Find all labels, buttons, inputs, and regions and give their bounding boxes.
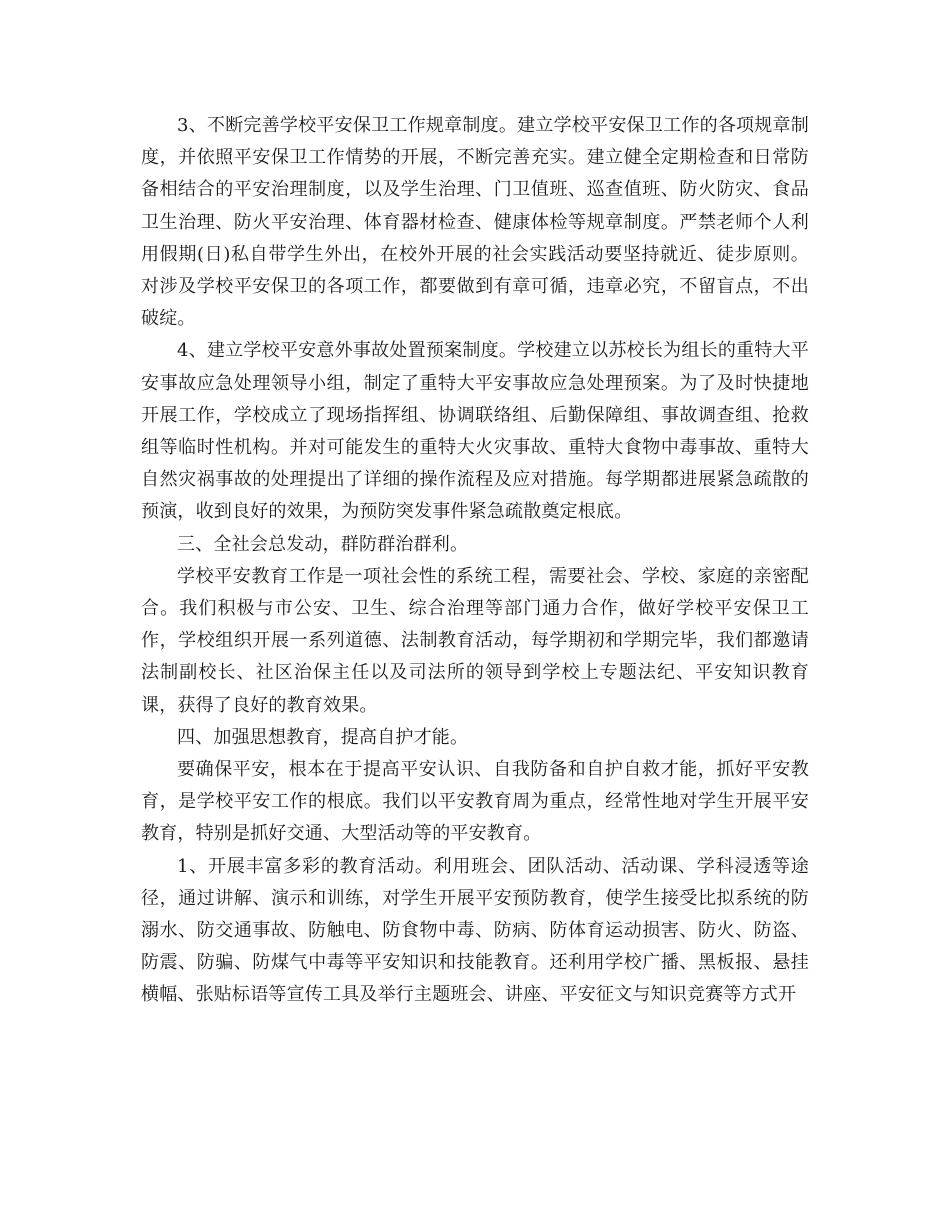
paragraph-emergency-plan: 4、建立学校平安意外事故处置预案制度。学校建立以苏校长为组长的重特大平安事故应急处理领导小组，制定了重特大平安事故应急处理预案。为了及时快捷地开展工作，学校成立了现场指挥组、协调联络组、后勤保障组、事故调查组、抢救组等临时性机构。并对可能发生的重特大火灾事故、重特大食物中毒事故、重特大自然灾祸事故的处理提出了详细的操作流程及应对措施。每学期都进展紧急疏散的预演，收到良好的效果，为预防突发事件紧急疏散奠定根底。 (141, 340, 809, 523)
section-heading-3: 三、全社会总发动，群防群治群利。 (177, 533, 469, 555)
paragraph-social-cooperation: 学校平安教育工作是一项社会性的系统工程，需要社会、学校、家庭的亲密配合。我们积极与市公安、卫生、综合治理等部门通力合作，做好学校平安保卫工作，学校组织开展一系列道德、法制教育活动，每学期初和学期完毕，我们都邀请法制副校长、社区治保主任以及司法所的领导到学校上专题法纪、平安知识教育课，获得了良好的教育效果。 (141, 565, 809, 716)
paragraph-education-activities: 1、开展丰富多彩的教育活动。利用班会、团队活动、活动课、学科浸透等途径，通过讲解、演示和训练，对学生开展平安预防教育，使学生接受比拟系统的防溺水、防交通事故、防触电、防食物中毒、防病、防体育运动损害、防火、防盗、防震、防骗、防煤气中毒等平安知识和技能教育。还利用学校广播、黑板报、悬挂横幅、张贴标语等宣传工具及举行主题班会、讲座、平安征文与知识竞赛等方式开 (141, 855, 809, 1006)
section-heading-4: 四、加强思想教育，提高自护才能。 (177, 726, 469, 748)
document-body (141, 110, 809, 1012)
paragraph-safety-education: 要确保平安，根本在于提高平安认识、自我防备和自护自救才能，抓好平安教育，是学校平安工作的根底。我们以平安教育周为重点，经常性地对学生开展平安教育，特别是抓好交通、大型活动等的平安教育。 (141, 759, 809, 845)
paragraph-rules-system: 3、不断完善学校平安保卫工作规章制度。建立学校平安保卫工作的各项规章制度，并依照平安保卫工作情势的开展，不断完善充实。建立健全定期检查和日常防备相结合的平安治理制度，以及学生治理、门卫值班、巡查值班、防火防灾、食品卫生治理、防火平安治理、体育器材检查、健康体检等规章制度。严禁老师个人利用假期(日)私自带学生外出，在校外开展的社会实践活动要坚持就近、徒步原则。对涉及学校平安保卫的各项工作，都要做到有章可循，违章必究，不留盲点，不出破绽。 (141, 115, 809, 330)
